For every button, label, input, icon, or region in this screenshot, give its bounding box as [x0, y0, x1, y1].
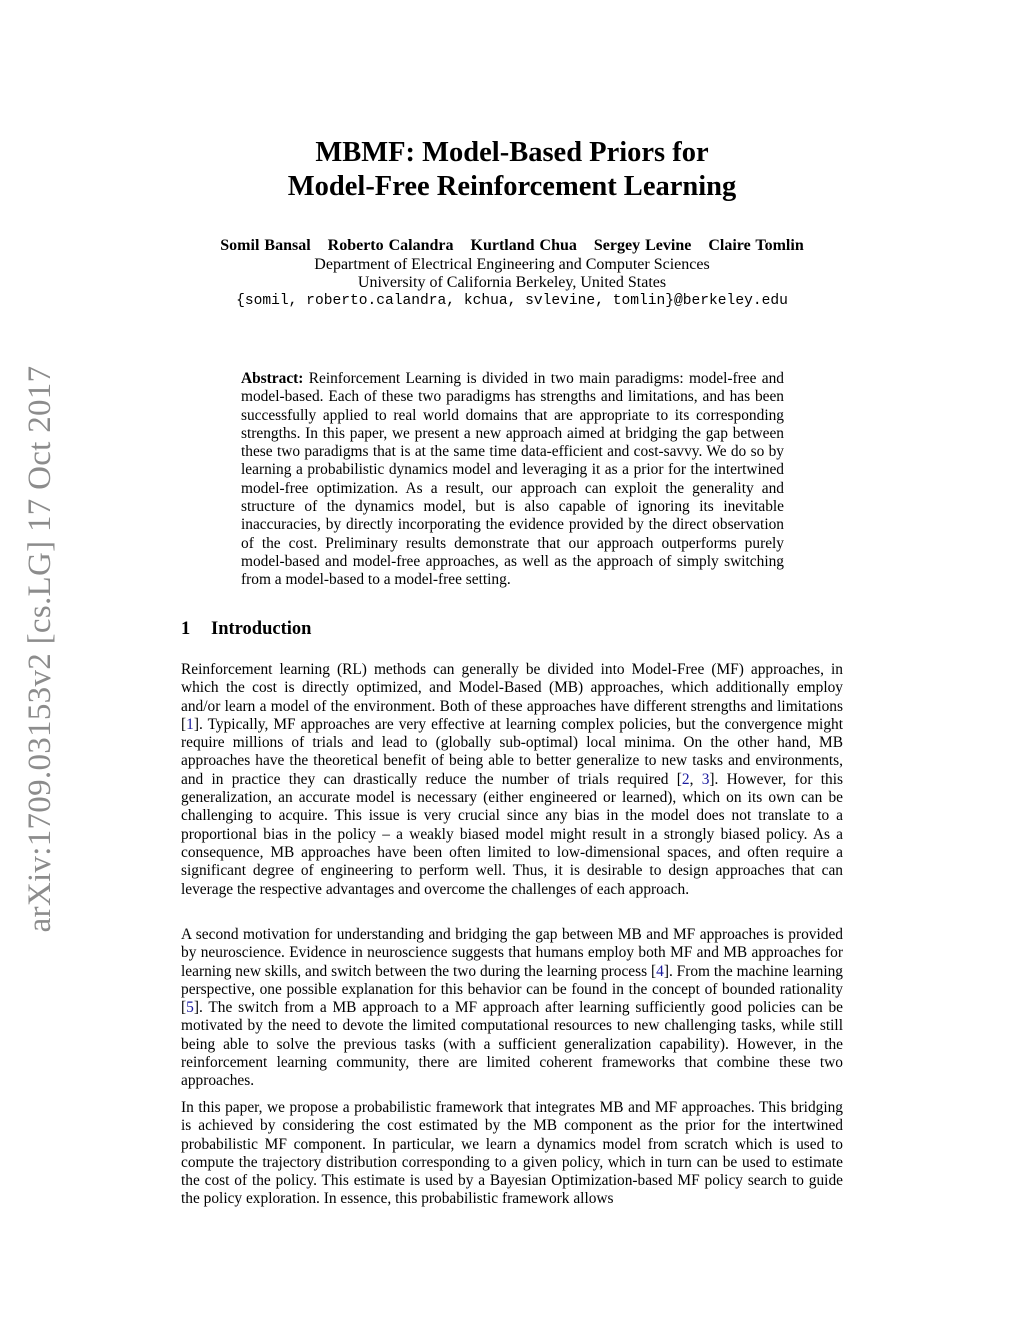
- citation-link[interactable]: 1: [186, 715, 194, 733]
- title-line-2: Model-Free Reinforcement Learning: [287, 171, 737, 202]
- title-line-1: MBMF: Model-Based Priors for: [315, 137, 709, 168]
- paragraph-text: ]. Typically, MF approaches are very effective at learning complex policies, but the convergence might require millions of trials and lead to (globally sub-optimal) local minima. On the other hand, MB approaches have the theoretical benefit of being able to better generalize to new tasks and environments, and in practice they can drastically reduce the number of trials required [: [181, 715, 843, 788]
- author-name: Sergey Levine: [593, 237, 692, 254]
- section-heading-introduction: [181, 618, 311, 640]
- author-name: Claire Tomlin: [708, 237, 804, 254]
- intro-paragraph-1: [181, 661, 843, 899]
- paragraph-text: Reinforcement learning (RL) methods can generally be divided into Model-Free (MF) approaches, in which the cost is directly optimized, and Model-Based (MB) approaches, which additionally employ and/or learn a model of the environment. Both of these approaches have different strengths and limitations [: [181, 661, 843, 733]
- author-list: [0, 236, 1024, 256]
- abstract: [241, 370, 784, 590]
- paragraph-text: ]. From the machine learning perspective, one possible explanation for this behavior can be found in the concept of bounded rationality [: [181, 962, 843, 1017]
- section-number: 1: [181, 619, 191, 639]
- author-name: Somil Bansal: [220, 237, 311, 254]
- intro-paragraph-3: In this paper, we propose a probabilistic framework that integrates MB and MF approaches. This bridging is achieved by considering the cost estimated by the MB component as the prior for the intertwined probabilistic MF component. In particular, we learn a dynamics model from scratch which is used to compute the trajectory distribution corresponding to a given policy, which in turn can be used to estimate the cost of the policy. This estimate is used by a Bayesian Optimization-based MF policy search to guide the policy exploration. In essence, this probabilistic framework allows: [181, 1099, 843, 1208]
- abstract-label: Abstract:: [241, 370, 304, 387]
- paper-title: [0, 136, 1024, 204]
- paragraph-text: ]. The switch from a MB approach to a MF approach after learning sufficiently good policies can be motivated by the need to devote the limited computational resources to new challenging tasks, while still being able to solve the previous tasks (with a sufficient generalization capability). However, in the reinforcement learning community, there are limited coherent frameworks that combine these two approaches.: [181, 999, 843, 1090]
- section-title: Introduction: [211, 619, 312, 639]
- citation-link[interactable]: 2: [681, 770, 690, 788]
- citation-link[interactable]: 4: [656, 962, 664, 980]
- author-name: Kurtland Chua: [470, 237, 577, 254]
- arxiv-sidebar-stamp: arXiv:1709.03153v2 [cs.LG] 17 Oct 2017: [22, 365, 58, 933]
- author-emails: {somil, roberto.calandra, kchua, svlevine, tomlin}@berkeley.edu: [236, 293, 788, 309]
- abstract-text: Reinforcement Learning is divided in two main paradigms: model-free and model-based. Each of these two paradigms has strengths and limitations, and has been successfully applied to real world domains that are appropriate to its corresponding strengths. In this paper, we present a new approach aimed at bridging the gap between these two paradigms that is at the same time data-efficient and cost-savvy. We do so by learning a probabilistic dynamics model and leveraging it as a prior for the intertwined model-free optimization. As a result, our approach can exploit the generality and structure of the dynamics model, but is also capable of ignoring its inevitable inaccuracies, by directly incorporating the evidence provided by the direct observation of the cost. Preliminary results demonstrate that our approach outperforms purely model-based and model-free approaches, as well as the approach of simply switching from a model-based to a model-free setting.: [241, 370, 784, 589]
- citation-separator: ,: [689, 770, 702, 788]
- affiliation-university: University of California Berkeley, United States: [357, 274, 667, 291]
- paragraph-text: ]. However, for this generalization, an accurate model is necessary (either engineered or learned), which on its own can be challenging to acquire. This issue is very crucial since any bias in the model does not translate to a proportional bias in the policy – a weakly biased model might result in a strongly biased policy. As a consequence, MB approaches have been often limited to low-dimensional spaces, and often require a significant degree of engineering to perform well. Thus, it is desirable to design approaches that can leverage the respective advantages and overcome the challenges of each approach.: [181, 770, 843, 898]
- paragraph-text: A second motivation for understanding and bridging the gap between MB and MF approaches is provided by neuroscience. Evidence in neuroscience suggests that humans employ both MF and MB approaches for learning new skills, and switch between the two during the learning process [: [181, 926, 843, 980]
- citation-link[interactable]: 3: [701, 770, 710, 788]
- intro-paragraph-2: [181, 926, 843, 1091]
- author-name: Roberto Calandra: [327, 237, 454, 254]
- citation-link[interactable]: 5: [186, 999, 194, 1017]
- affiliation-department: Department of Electrical Engineering and Computer Sciences: [314, 256, 710, 273]
